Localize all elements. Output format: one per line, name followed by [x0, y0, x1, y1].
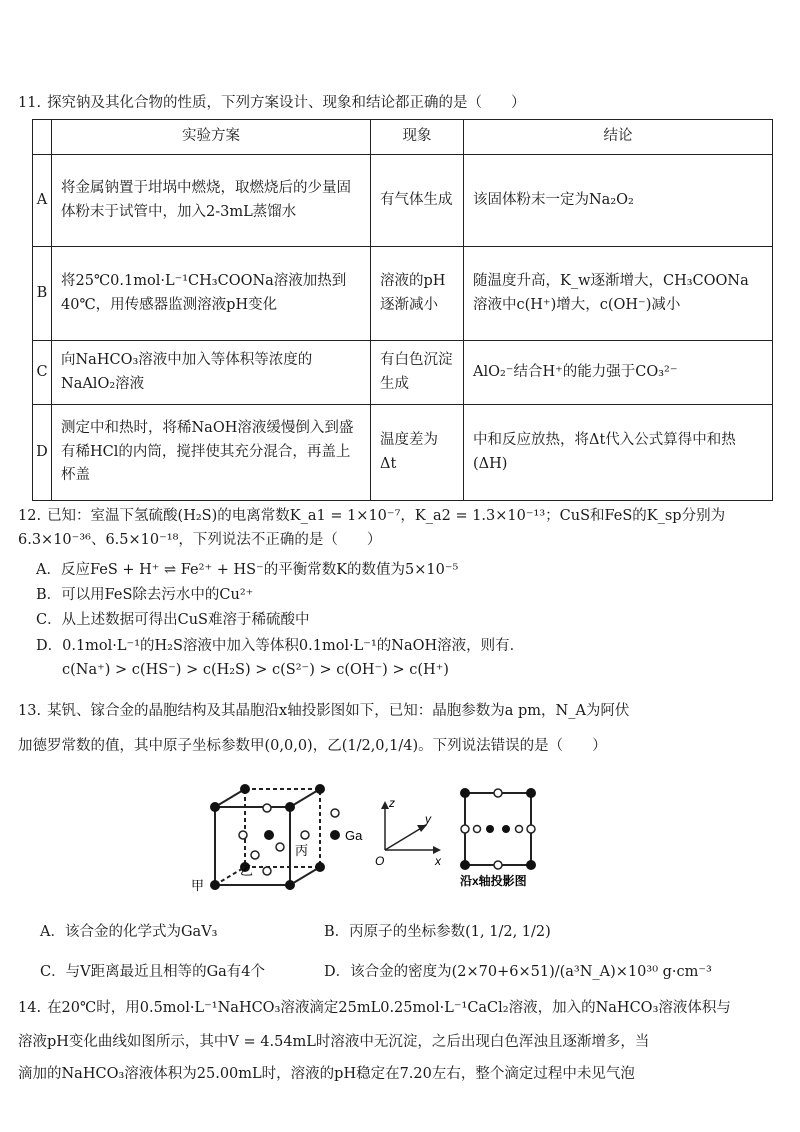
row-conclusion: 随温度升高，K_w逐渐增大，CH₃COONa溶液中c(H⁺)增大，c(OH⁻)减小: [464, 247, 773, 341]
row-label: B: [33, 247, 52, 341]
table-row: [33, 341, 773, 405]
question-13-stem-cont: [18, 735, 776, 757]
table-row: [33, 155, 773, 247]
question-13-stem: [18, 700, 776, 722]
question-text: 某钒、镓合金的晶胞结构及其晶胞沿x轴投影图如下，已知：晶胞参数为a pm，N_A为阿伏: [47, 703, 630, 719]
projection-ga-atoms: [460, 788, 536, 870]
table-header-phenomenon: 现象: [371, 120, 464, 155]
q13-option-a: A．该合金的化学式为GaV₃: [40, 924, 218, 940]
experiment-table: [32, 119, 773, 501]
axis-origin-label: O: [375, 854, 385, 868]
ga-atom: [210, 880, 220, 890]
ga-atom: [315, 784, 325, 794]
question-14-stem: [18, 997, 776, 1019]
ga-atom: [240, 784, 250, 794]
axis-y-label: y: [425, 812, 431, 826]
ga-atom: [210, 802, 220, 812]
row-label: A: [33, 155, 52, 247]
projection-v-atoms: [461, 789, 535, 869]
question-number: 12.: [18, 508, 42, 524]
axis-x-label: x: [435, 854, 441, 868]
legend-ga-label: Ga: [345, 828, 363, 843]
table-header-label: [33, 120, 52, 155]
q12-inequality: c(Na⁺) > c(HS⁻) > c(H₂S) > c(S²⁻) > c(OH⁻) > c(H⁺): [62, 662, 449, 678]
z-arrow-icon: [381, 801, 389, 809]
row-conclusion: AlO₂⁻结合H⁺的能力强于CO₃²⁻: [464, 341, 773, 405]
q12-option-d: D．0.1mol·L⁻¹的H₂S溶液中加入等体积0.1mol·L⁻¹的NaOH溶液，则有．: [36, 638, 525, 654]
y-arrow-icon: [417, 825, 427, 832]
table-header-conclusion: 结论: [464, 120, 773, 155]
ga-atom: [264, 830, 274, 840]
row-phenomenon: 温度差为Δt: [371, 405, 464, 501]
question-14-line3: 滴加的NaHCO₃溶液体积为25.00mL时，溶液的pH稳定在7.20左右，整个滴定过程中未见气泡: [18, 1066, 635, 1082]
row-label: C: [33, 341, 52, 405]
table-header-plan: 实验方案: [52, 120, 371, 155]
table-header-row: [33, 120, 773, 155]
question-14-line2: 溶液pH变化曲线如图所示，其中V = 4.54mL时溶液中无沉淀，之后出现白色浑浊且逐渐增多，当: [18, 1034, 650, 1050]
ga-atom: [285, 802, 295, 812]
row-phenomenon: 溶液的pH逐渐减小: [371, 247, 464, 341]
ga-atom: [285, 880, 295, 890]
row-plan: 将金属钠置于坩埚中燃烧，取燃烧后的少量固体粉末于试管中，加入2-3mL蒸馏水: [52, 155, 371, 247]
row-label: D: [33, 405, 52, 501]
q13-option-d: D．该合金的密度为(2×70+6×51)/(a³N_A)×10³⁰ g·cm⁻³: [324, 964, 712, 980]
ga-atom: [315, 862, 325, 872]
row-conclusion: 该固体粉末一定为Na₂O₂: [464, 155, 773, 247]
projection-caption: 沿x轴投影图: [460, 874, 527, 888]
label-bing: 丙: [295, 843, 309, 858]
question-text: 加德罗常数的值，其中原子坐标参数甲(0,0,0)，乙(1/2,0,1/4)。下列说法错误的是（ ）: [18, 738, 607, 754]
row-plan: 将25℃0.1mol·L⁻¹CH₃COONa溶液加热到40℃，用传感器监测溶液pH变化: [52, 247, 371, 341]
table-row: [33, 405, 773, 501]
question-text: 6.3×10⁻³⁶、6.5×10⁻¹⁸，下列说法不正确的是（ ）: [18, 532, 382, 548]
legend-v-icon: [331, 809, 339, 817]
q12-option-b: B．可以用FeS除去污水中的Cu²⁺: [36, 587, 254, 603]
crystal-figure: [185, 775, 565, 900]
x-arrow-icon: [433, 846, 441, 854]
row-conclusion: 中和反应放热，将Δt代入公式算得中和热(ΔH): [464, 405, 773, 501]
question-11-stem: [18, 92, 776, 114]
q12-option-c: C．从上述数据可得出CuS难溶于稀硫酸中: [36, 612, 310, 628]
row-plan: 测定中和热时，将稀NaOH溶液缓慢倒入到盛有稀HCl的内筒，搅拌使其充分混合，再盖上杯盖: [52, 405, 371, 501]
row-phenomenon: 有气体生成: [371, 155, 464, 247]
axis-z-label: z: [389, 796, 395, 810]
question-text: 在20℃时，用0.5mol·L⁻¹NaHCO₃溶液滴定25mL0.25mol·L⁻¹CaCl₂溶液，加入的NaHCO₃溶液体积与: [47, 1000, 731, 1016]
label-yi: 乙: [240, 863, 254, 878]
label-jia: 甲: [191, 878, 205, 893]
question-12-stem-cont: [18, 529, 776, 551]
question-number: 13.: [18, 703, 42, 719]
q12-option-a: A．反应FeS + H⁺ ⇌ Fe²⁺ + HS⁻的平衡常数K的数值为5×10⁻⁵: [36, 562, 459, 578]
question-number: 14.: [18, 1000, 42, 1016]
q13-option-b: B．丙原子的坐标参数(1, 1/2, 1/2): [324, 924, 551, 940]
question-12-stem: [18, 505, 776, 527]
question-number: 11.: [18, 95, 42, 111]
question-text: 已知：室温下氢硫酸(H₂S)的电离常数K_a1 = 1×10⁻⁷，K_a2 = 1.3×10⁻¹³；CuS和FeS的K_sp分别为: [47, 508, 726, 524]
row-phenomenon: 有白色沉淀生成: [371, 341, 464, 405]
q13-option-c: C．与V距离最近且相等的Ga有4个: [40, 964, 266, 980]
row-plan: 向NaHCO₃溶液中加入等体积等浓度的NaAlO₂溶液: [52, 341, 371, 405]
table-row: [33, 247, 773, 341]
question-text: 探究钠及其化合物的性质，下列方案设计、现象和结论都正确的是（ ）: [47, 95, 526, 111]
legend-ga-icon: [330, 830, 340, 840]
